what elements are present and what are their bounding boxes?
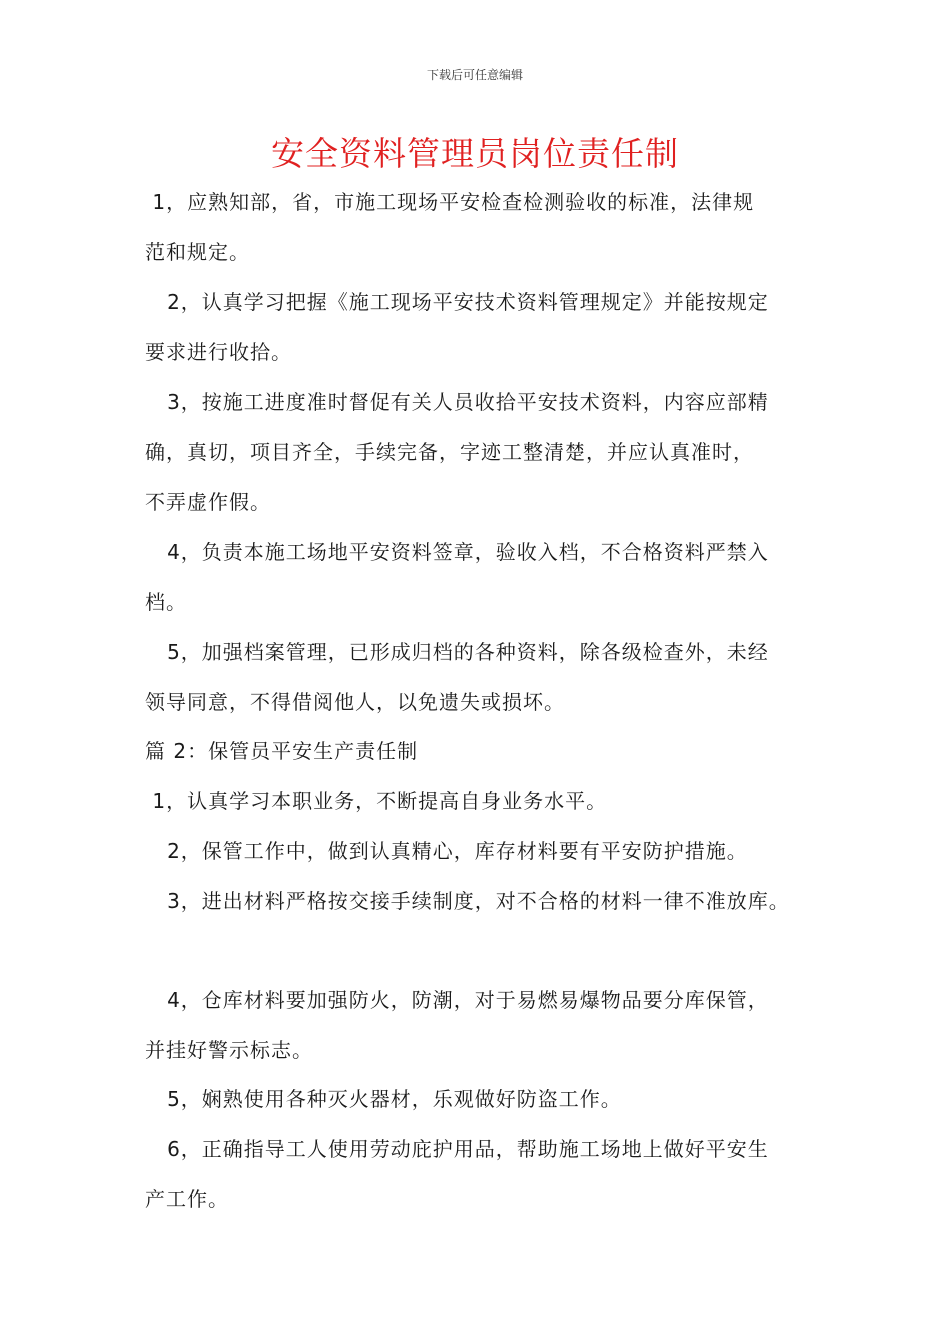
text-line: 产工作。	[145, 1187, 229, 1211]
text-line: 4，仓库材料要加强防火，防潮，对于易燃易爆物品要分库保管，	[145, 988, 769, 1012]
text-line: 4，负责本施工场地平安资料签章，验收入档，不合格资料严禁入	[145, 540, 769, 564]
text-line: 1，应熟知部，省，市施工现场平安检查检测验收的标准，法律规	[145, 190, 755, 214]
text-line: 5，加强档案管理，已形成归档的各种资料，除各级检查外，未经	[145, 640, 769, 664]
text-line: 2，认真学习把握《施工现场平安技术资料管理规定》并能按规定	[145, 290, 769, 314]
header-note: 下载后可任意编辑	[426, 68, 523, 82]
text-line: 范和规定。	[145, 240, 250, 264]
text-line: 确，真切，项目齐全，手续完备，字迹工整清楚，并应认真准时，	[145, 440, 754, 464]
document-title: 安全资料管理员岗位责任制	[271, 134, 679, 173]
section-heading: 篇 2：保管员平安生产责任制	[145, 739, 419, 763]
text-line: 5，娴熟使用各种灭火器材，乐观做好防盗工作。	[145, 1087, 622, 1111]
text-line: 1，认真学习本职业务，不断提高自身业务水平。	[145, 789, 608, 813]
text-line: 不弄虚作假。	[145, 490, 271, 514]
text-line: 要求进行收拾。	[145, 340, 292, 364]
text-line: 3，进出材料严格按交接手续制度，对不合格的材料一律不准放库。	[145, 889, 790, 913]
text-line: 领导同意，不得借阅他人，以免遗失或损坏。	[145, 690, 565, 714]
text-line: 档。	[145, 590, 187, 614]
text-line: 6，正确指导工人使用劳动庇护用品，帮助施工场地上做好平安生	[145, 1137, 769, 1161]
text-line: 并挂好警示标志。	[145, 1038, 313, 1062]
text-line: 2，保管工作中，做到认真精心，库存材料要有平安防护措施。	[145, 839, 748, 863]
text-line: 3，按施工进度准时督促有关人员收拾平安技术资料，内容应部精	[145, 390, 769, 414]
